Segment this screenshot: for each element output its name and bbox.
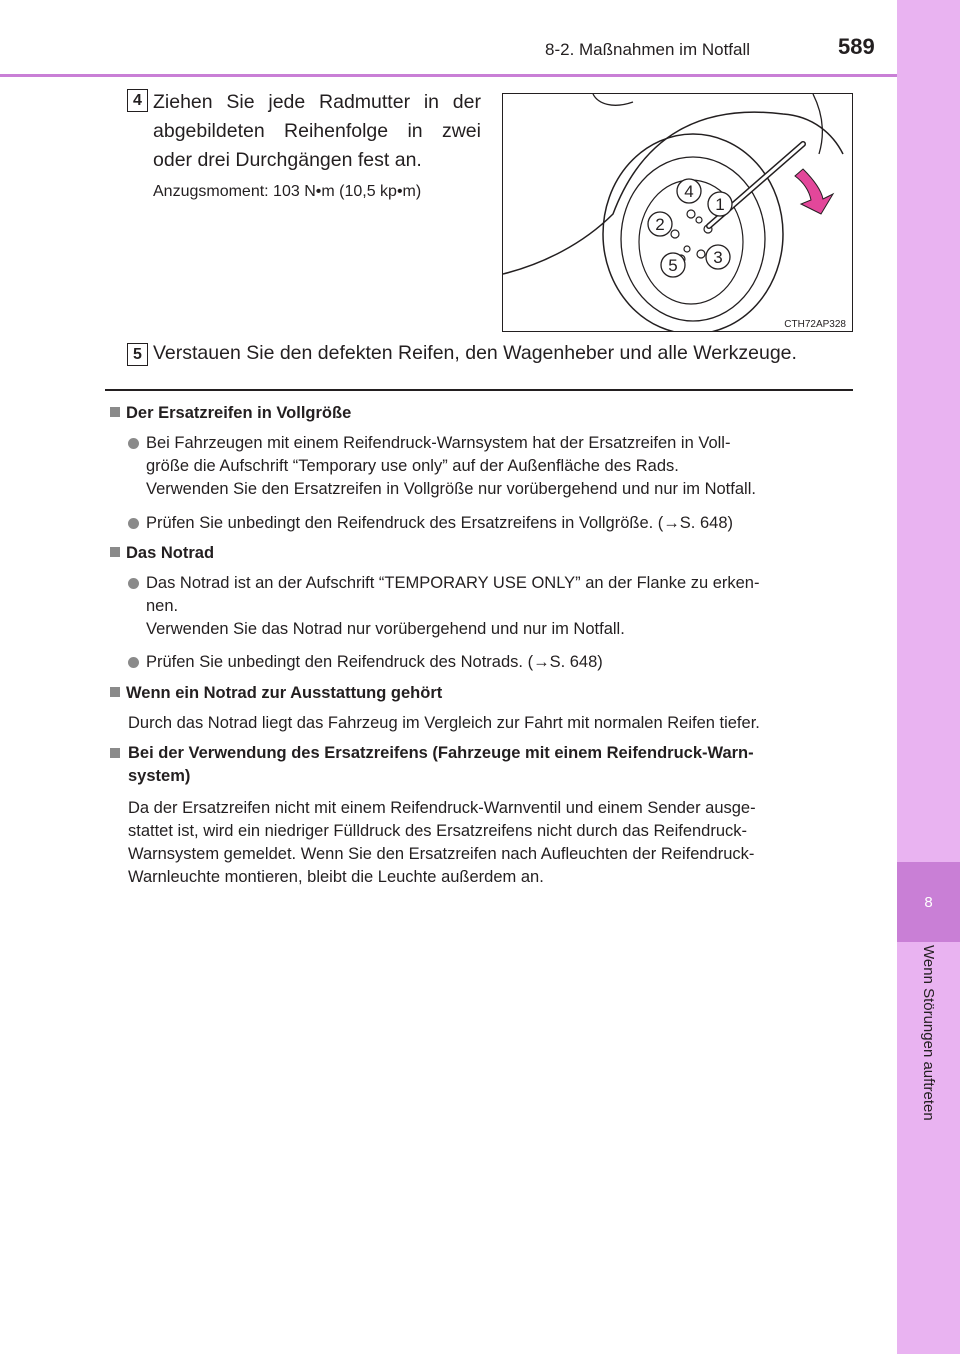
chapter-title <box>897 945 960 1175</box>
text-line: nen. <box>146 597 179 615</box>
header-rule <box>0 74 897 77</box>
heading-line: system) <box>128 767 191 785</box>
step-4-text: Ziehen Sie jede Radmutter in der abgebildeten Reihenfolge in zwei oder drei Durchgängen fest an. <box>153 91 481 171</box>
step-4-badge: 4 <box>127 89 148 112</box>
compact-spare-bullet-2: Prüfen Sie unbedingt den Reifendruck des Notrads. (→S. 648) <box>146 653 603 671</box>
order-label-2: 2 <box>655 215 665 234</box>
round-bullet-icon <box>128 438 139 449</box>
chapter-title-text: Wenn Störungen auftreten <box>919 945 937 1121</box>
step-5-text: Verstauen Sie den defekten Reifen, den Wagenheber und alle Werkzeuge. <box>153 342 797 364</box>
note-tpws-heading <box>128 742 854 788</box>
round-bullet-icon <box>128 578 139 589</box>
round-bullet-icon <box>128 657 139 668</box>
text-line: Verwenden Sie den Ersatzreifen in Vollgröße nur vorübergehend und nur im Notfall. <box>146 480 756 498</box>
text-line: Warnsystem gemeldet. Wenn Sie den Ersatzreifen nach Aufleuchten der Reifendruck- <box>128 845 755 863</box>
round-bullet-icon <box>128 518 139 529</box>
illustration-code: CTH72AP328 <box>784 319 846 330</box>
square-bullet-icon <box>110 687 120 697</box>
torque-spec: Anzugsmoment: 103 N•m (10,5 kp•m) <box>153 183 422 200</box>
text-line: Das Notrad ist an der Aufschrift “TEMPORARY USE ONLY” an der Flanke zu erken- <box>146 574 760 592</box>
text-line: größe die Aufschrift “Temporary use only” auf der Außenfläche des Rads. <box>146 457 679 475</box>
full-spare-bullet-2: Prüfen Sie unbedingt den Reifendruck des Ersatzreifens in Vollgröße. (→S. 648) <box>146 514 733 532</box>
section-title: 8-2. Maßnahmen im Notfall <box>545 40 751 59</box>
note-title: Das Notrad <box>126 544 215 562</box>
tpws-text <box>128 797 854 889</box>
note-compact-spare-heading <box>110 542 214 565</box>
order-label-1: 1 <box>715 195 725 214</box>
wheel-nut-illustration <box>502 93 853 332</box>
note-title: Der Ersatzreifen in Vollgröße <box>126 404 352 422</box>
text-line: Warnleuchte montieren, bleibt die Leuchte außerdem an. <box>128 868 544 886</box>
section-divider <box>105 389 853 391</box>
full-spare-bullet-1 <box>146 432 854 501</box>
square-bullet-icon <box>110 407 120 417</box>
order-label-3: 3 <box>713 248 723 267</box>
note-equipped-heading <box>110 682 442 705</box>
page-number: 589 <box>838 34 875 59</box>
order-label-5: 5 <box>668 256 678 275</box>
step-5-badge: 5 <box>127 343 148 366</box>
note-full-spare-heading <box>110 402 351 425</box>
text-line: Bei Fahrzeugen mit einem Reifendruck-Warnsystem hat der Ersatzreifen in Voll- <box>146 434 731 452</box>
text-line: Da der Ersatzreifen nicht mit einem Reifendruck-Warnventil und einem Sender ausge- <box>128 799 756 817</box>
text-line: Verwenden Sie das Notrad nur vorübergehend und nur im Notfall. <box>146 620 625 638</box>
chapter-number: 8 <box>897 862 960 942</box>
equipped-text: Durch das Notrad liegt das Fahrzeug im Vergleich zur Fahrt mit normalen Reifen tiefer. <box>128 714 760 732</box>
wheel-tightening-drawing <box>503 94 852 331</box>
order-label-4: 4 <box>684 182 694 201</box>
note-title: Wenn ein Notrad zur Ausstattung gehört <box>126 684 443 702</box>
compact-spare-bullet-1 <box>146 572 854 641</box>
square-bullet-icon <box>110 547 120 557</box>
square-bullet-icon <box>110 748 120 758</box>
text-line: stattet ist, wird ein niedriger Fülldruck des Ersatzreifens nicht durch das Reifendruck- <box>128 822 748 840</box>
heading-line: Bei der Verwendung des Ersatzreifens (Fahrzeuge mit einem Reifendruck-Warn- <box>128 744 754 762</box>
